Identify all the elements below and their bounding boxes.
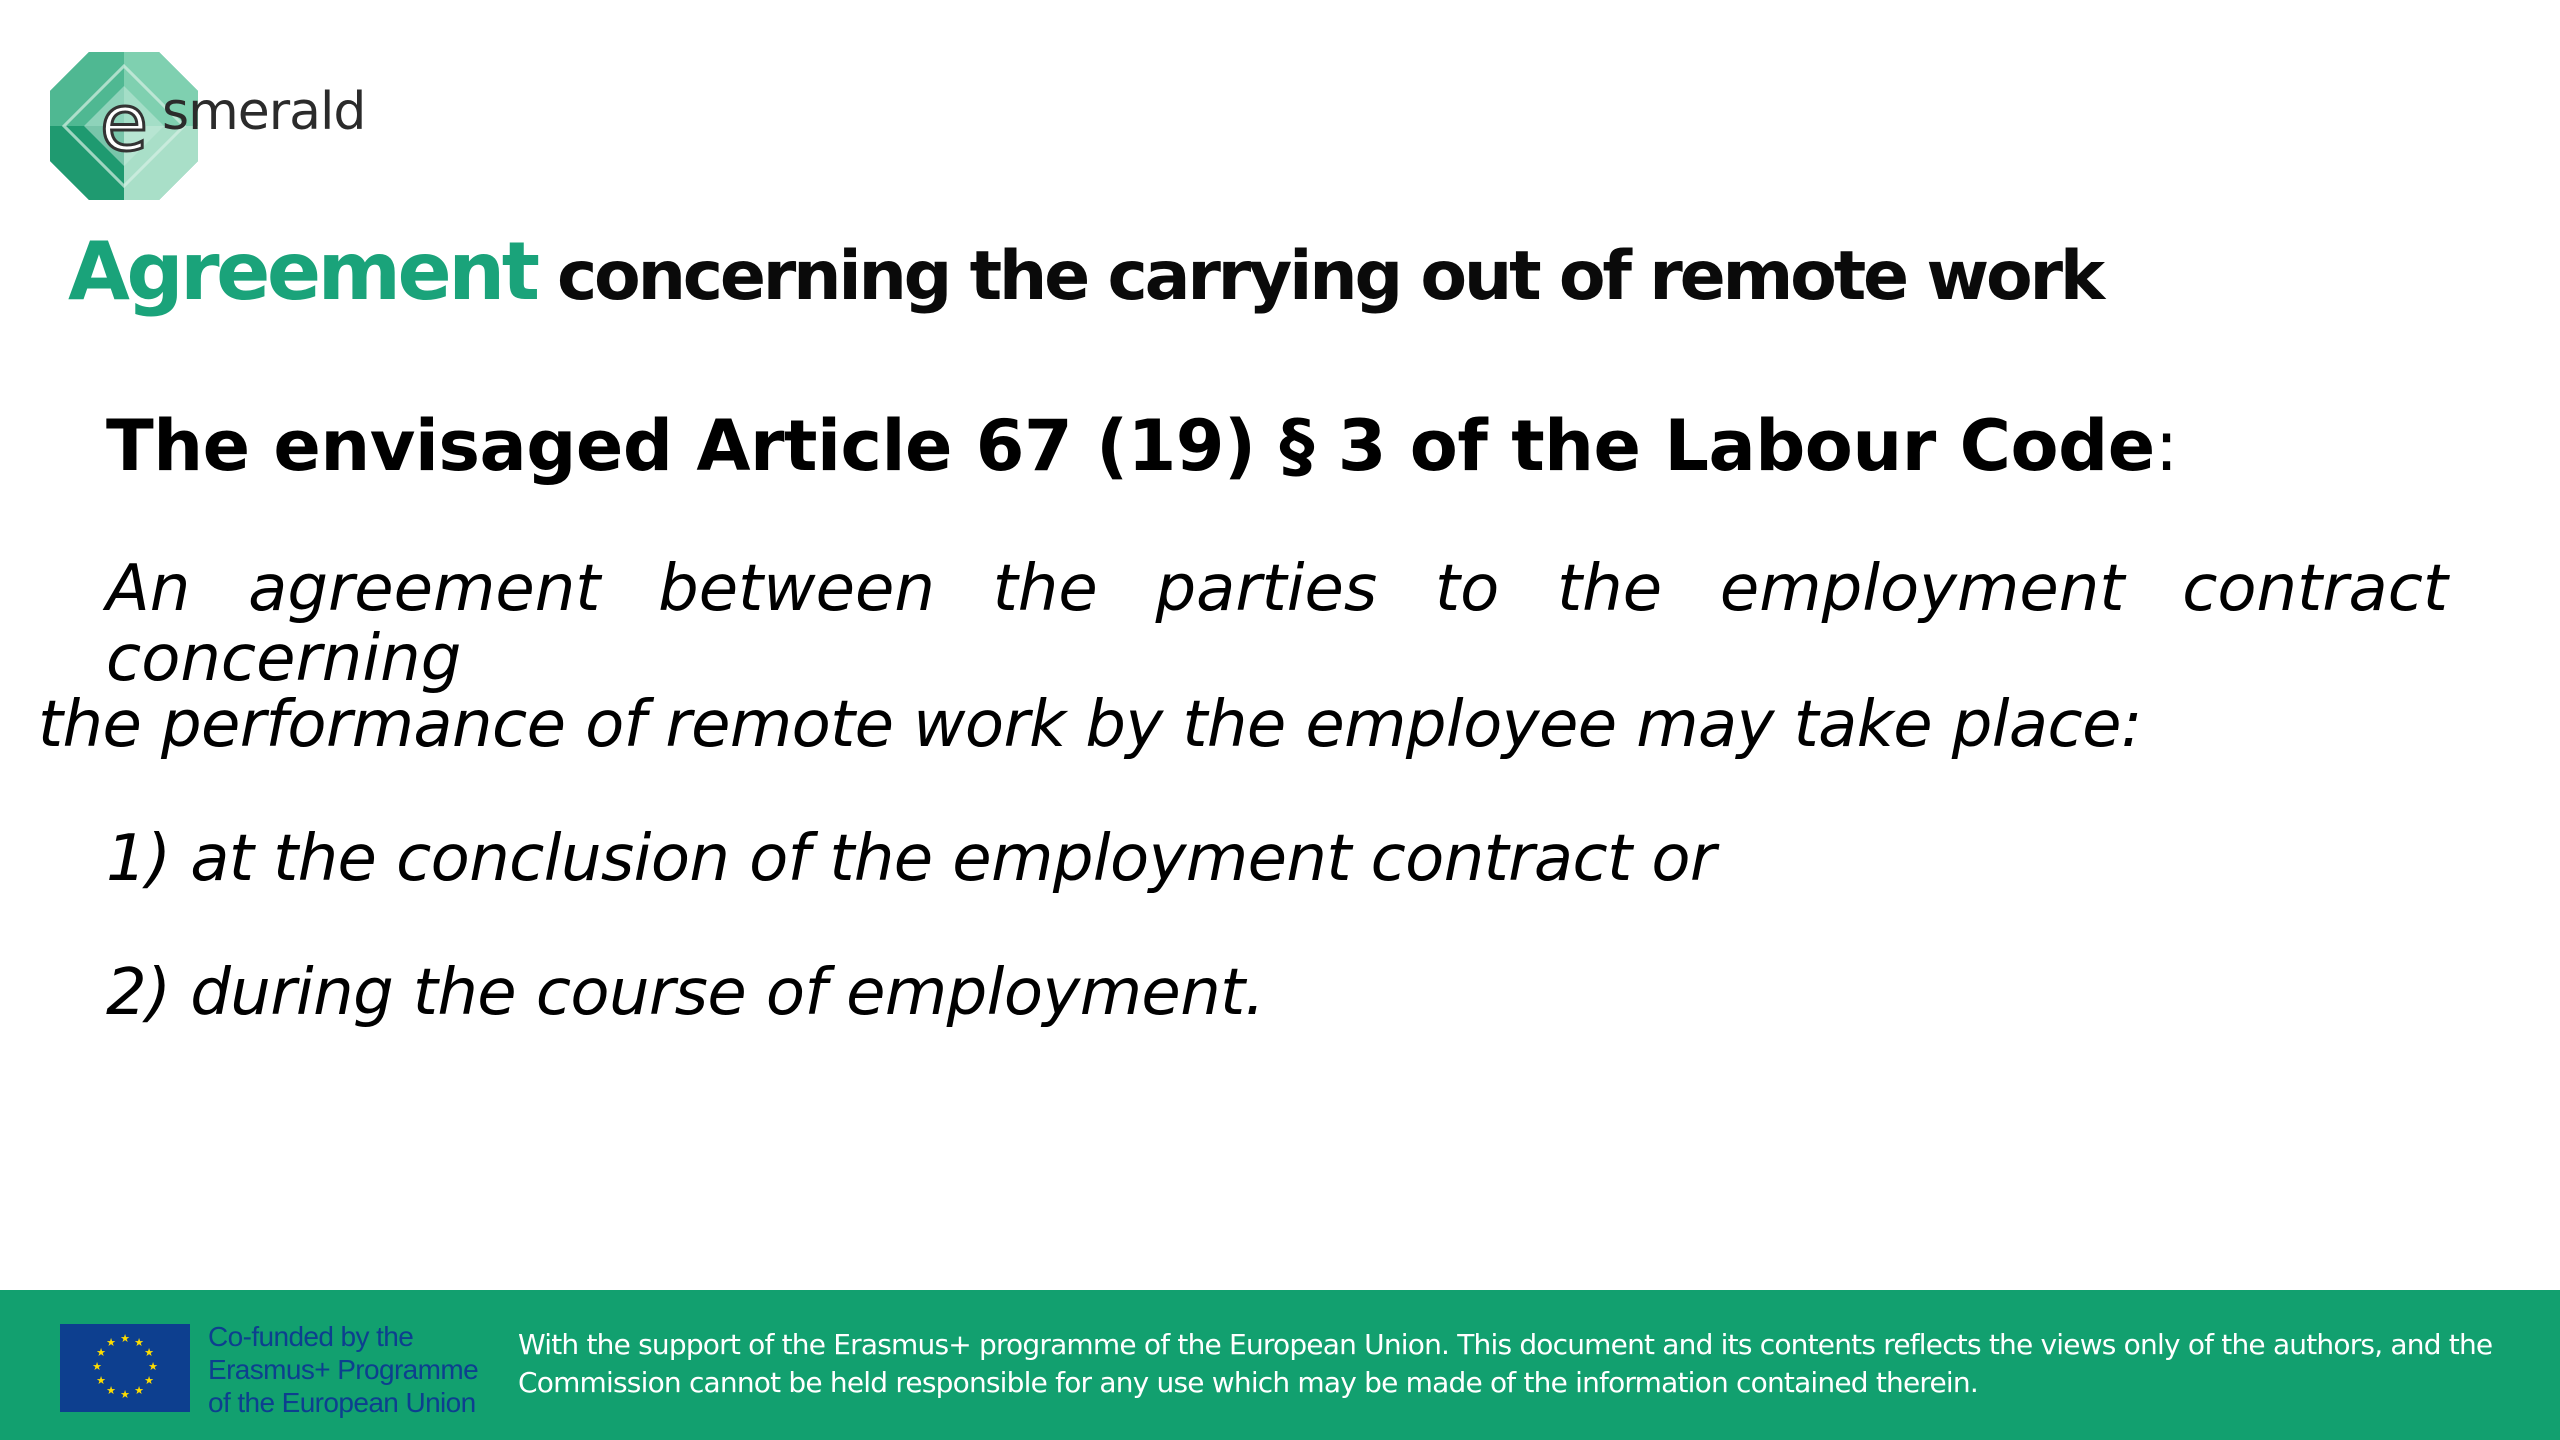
title-rest: concerning the carrying out of remote work [536, 237, 2102, 316]
svg-text:★: ★ [92, 1360, 102, 1373]
svg-text:★: ★ [106, 1384, 116, 1397]
svg-text:★: ★ [106, 1336, 116, 1349]
svg-text:★: ★ [134, 1336, 144, 1349]
article-heading-colon: : [2154, 405, 2178, 487]
slide-title [68, 225, 2102, 318]
body-line-2: the performance of remote work by the employee may take place: [38, 688, 2142, 762]
esmerald-logo [44, 46, 384, 206]
disclaimer-line-1: With the support of the Erasmus+ programme of the European Union. This document and its contents reflects the views only of the authors, and the [518, 1328, 2493, 1361]
cofunded-label [208, 1320, 478, 1419]
logo-letter: e [100, 86, 148, 166]
svg-text:★: ★ [144, 1374, 154, 1387]
disclaimer-line-2: Commission cannot be held responsible for any use which may be made of the information contained therein. [518, 1366, 1978, 1399]
footer-bar [0, 1290, 2560, 1440]
list-item-1: 1) at the conclusion of the employment contract or [106, 822, 1716, 896]
svg-text:★: ★ [144, 1346, 154, 1359]
cofunded-line-2: Erasmus+ Programme [208, 1354, 479, 1385]
article-heading [106, 405, 2178, 487]
list-item-2: 2) during the course of employment. [106, 956, 1265, 1030]
cofunded-line-1: Co-funded by the [208, 1321, 414, 1352]
cofunded-line-3: of the European Union [208, 1387, 476, 1418]
disclaimer-text [518, 1326, 2518, 1402]
logo-word: smerald [162, 82, 366, 142]
svg-text:★: ★ [120, 1388, 130, 1401]
eu-flag-icon [60, 1324, 190, 1412]
title-accent: Agreement [68, 225, 537, 318]
svg-text:★: ★ [120, 1332, 130, 1345]
svg-text:★: ★ [148, 1360, 158, 1373]
body-line-1: An agreement between the parties to the employment contract concerning [106, 552, 2448, 697]
svg-text:★: ★ [134, 1384, 144, 1397]
svg-text:★: ★ [96, 1346, 106, 1359]
svg-text:★: ★ [96, 1374, 106, 1387]
article-heading-text: The envisaged Article 67 (19) § 3 of the Labour Code [106, 405, 2155, 487]
